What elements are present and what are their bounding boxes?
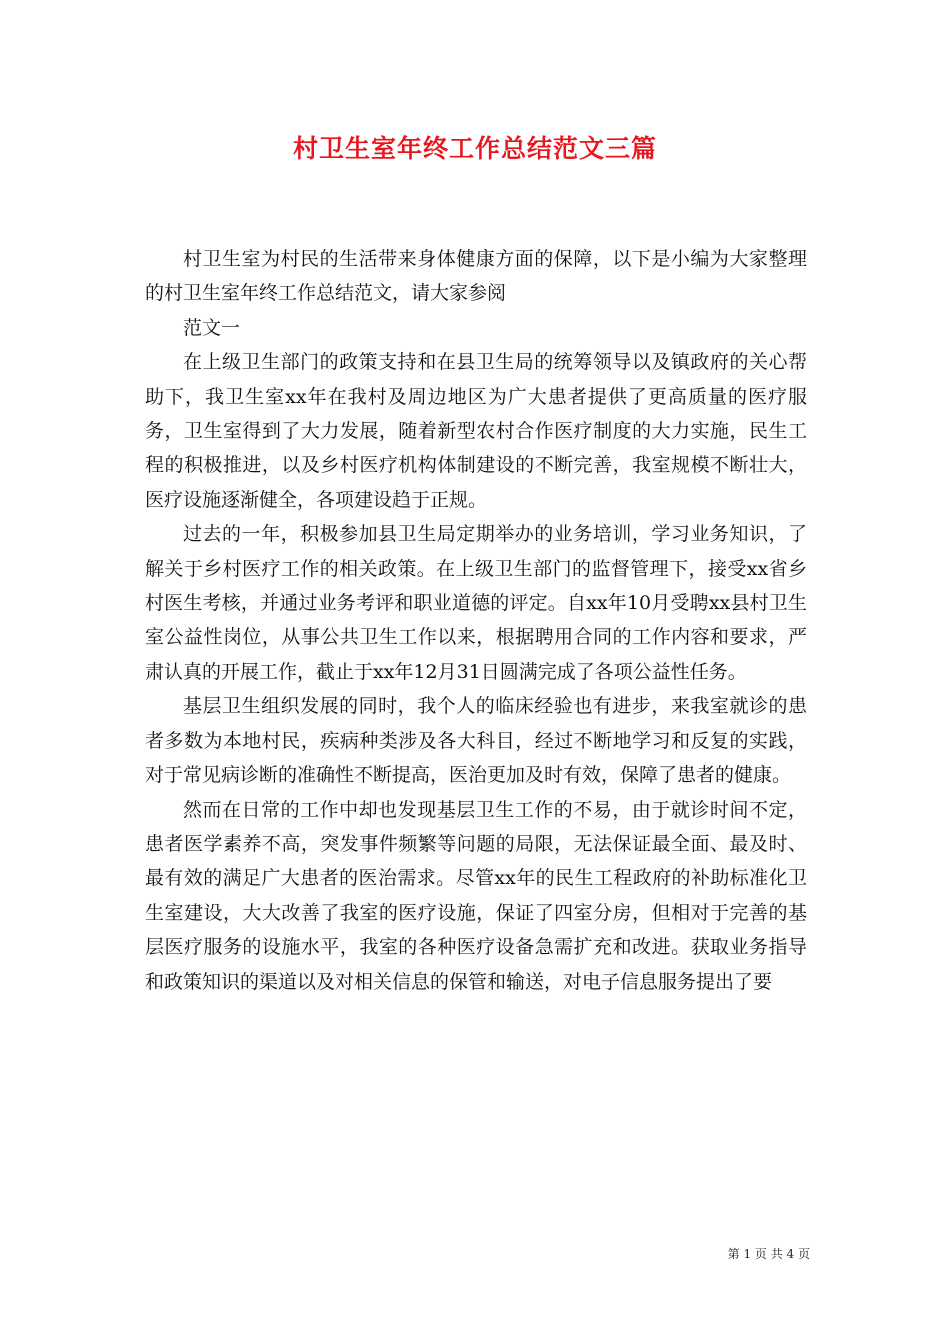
body-paragraph: 过去的一年，积极参加县卫生局定期举办的业务培训，学习业务知识，了解关于乡村医疗工作的相关政策。在上级卫生部门的监督管理下，接受xx省乡村医生考核，并通过业务考评和职业道德的评定。自xx年10月受聘xx县村卫生室公益性岗位，从事公共卫生工作以来，根据聘用合同的工作内容和要求，严肃认真的开展工作，截止于xx年12月31日圆满完成了各项公益性任务。 — [145, 523, 807, 683]
document-title: 村卫生室年终工作总结范文三篇 — [292, 134, 657, 163]
body-paragraph: 然而在日常的工作中却也发现基层卫生工作的不易，由于就诊时间不定，患者医学素养不高，突发事件频繁等问题的局限，无法保证最全面、最及时、最有效的满足广大患者的医治需求。尽管xx年的民生工程政府的补助标准化卫生室建设，大大改善了我室的医疗设施，保证了四室分房，但相对于完善的基层医疗服务的设施水平，我室的各种医疗设备急需扩充和改进。获取业务指导和政策知识的渠道以及对相关信息的保管和输送，对电子信息服务提出了要 — [145, 798, 807, 993]
section-heading: 范文一 — [183, 316, 241, 339]
body-paragraph: 基层卫生组织发展的同时，我个人的临床经验也有进步，来我室就诊的患者多数为本地村民，疾病种类涉及各大科目，经过不断地学习和反复的实践，对于常见病诊断的准确性不断提高，医治更加及时有效，保障了患者的健康。 — [145, 695, 807, 787]
body-paragraph: 在上级卫生部门的政策支持和在县卫生局的统筹领导以及镇政府的关心帮助下，我卫生室xx年在我村及周边地区为广大患者提供了更高质量的医疗服务，卫生室得到了大力发展，随着新型农村合作医疗制度的大力实施，民生工程的积极推进，以及乡村医疗机构体制建设的不断完善，我室规模不断壮大，医疗设施逐渐健全，各项建设趋于正规。 — [145, 351, 807, 511]
intro-paragraph: 村卫生室为村民的生活带来身体健康方面的保障，以下是小编为大家整理的村卫生室年终工作总结范文，请大家参阅 — [145, 248, 807, 305]
document-body — [145, 242, 807, 999]
page-number-footer: 第 1 页 共 4 页 — [727, 1247, 810, 1261]
